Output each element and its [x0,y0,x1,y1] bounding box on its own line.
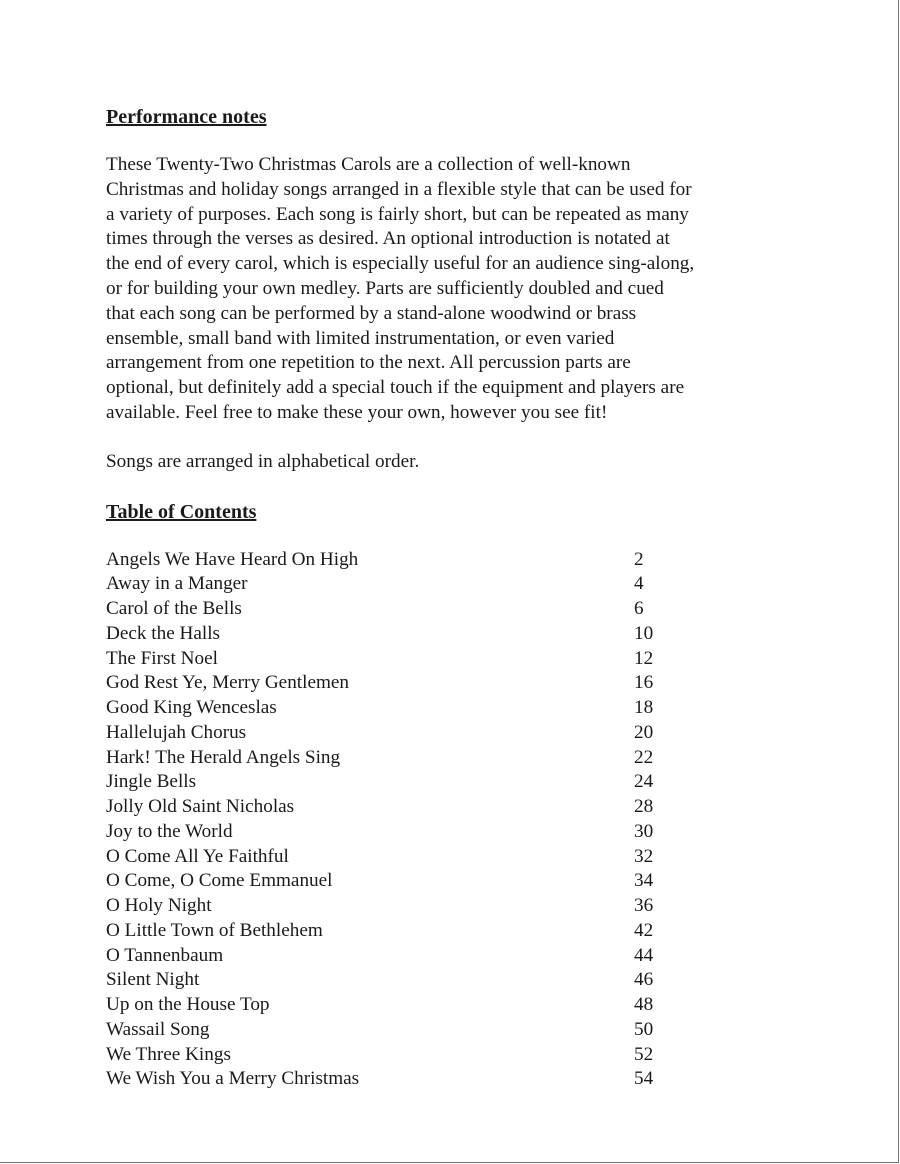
toc-entry [106,820,796,845]
performance-notes-paragraph [106,153,796,426]
toc-entry-page: 24 [634,771,654,793]
toc-entry-page: 34 [634,870,654,892]
page-content [106,104,796,1092]
paragraph-line: a variety of purposes. Each song is fairly short, but can be repeated as many [106,203,689,225]
paragraph-line: that each song can be performed by a stand-alone woodwind or brass [106,302,637,324]
toc-entry [106,721,796,746]
toc-entry-page: 6 [634,598,644,620]
toc-entry [106,671,796,696]
toc-list [106,548,796,1093]
toc-entry-page: 44 [634,944,654,966]
toc-entry-page: 42 [634,919,654,941]
paragraph-line: arrangement from one repetition to the next. All percussion parts are [106,352,631,374]
paragraph-line: ensemble, small band with limited instrumentation, or even varied [106,327,615,349]
toc-entry-page: 22 [634,746,654,768]
toc-entry-page: 12 [634,647,654,669]
toc-entry [106,795,796,820]
toc-entry-page: 10 [634,622,654,644]
toc-entry [106,622,796,647]
toc-entry [106,597,796,622]
toc-entry-page: 20 [634,721,654,743]
toc-entry-title: O Holy Night [106,895,212,917]
toc-entry [106,1067,796,1092]
paragraph-line: available. Feel free to make these your own, however you see fit! [106,401,608,423]
paragraph-line: optional, but definitely add a special touch if the equipment and players are [106,377,685,399]
toc-entry-page: 48 [634,994,654,1016]
toc-entry-title: O Little Town of Bethlehem [106,919,323,941]
toc-entry-title: Carol of the Bells [106,598,242,620]
toc-entry-title: Good King Wenceslas [106,697,277,719]
toc-entry-title: Up on the House Top [106,994,270,1016]
toc-entry [106,647,796,672]
toc-entry [106,869,796,894]
toc-entry-title: The First Noel [106,647,218,669]
toc-entry-page: 28 [634,796,654,818]
paragraph-line: Christmas and holiday songs arranged in a flexible style that can be used for [106,178,692,200]
toc-entry-page: 36 [634,895,654,917]
toc-entry-title: We Three Kings [106,1043,231,1065]
toc-entry [106,993,796,1018]
toc-entry [106,1043,796,1068]
toc-heading: Table of Contents [106,500,257,523]
toc-entry-title: Jolly Old Saint Nicholas [106,796,295,818]
toc-entry [106,1018,796,1043]
toc-entry-title: Wassail Song [106,1018,210,1040]
toc-entry-page: 16 [634,672,654,694]
toc-entry [106,845,796,870]
toc-entry-page: 46 [634,969,654,991]
toc-entry-title: God Rest Ye, Merry Gentlemen [106,672,350,694]
paragraph-line: These Twenty-Two Christmas Carols are a collection of well-known [106,154,631,175]
toc-entry [106,770,796,795]
toc-entry-title: O Tannenbaum [106,944,224,966]
toc-entry-title: Deck the Halls [106,622,221,644]
toc-entry-title: Hallelujah Chorus [106,721,247,743]
toc-entry [106,572,796,597]
toc-entry-page: 30 [634,820,654,842]
toc-entry [106,548,796,573]
paragraph-line: the end of every carol, which is especially useful for an audience sing-along, [106,253,695,275]
toc-entry-title: O Come, O Come Emmanuel [106,870,333,892]
toc-entry-page: 52 [634,1043,654,1065]
performance-notes-heading: Performance notes [106,106,267,128]
toc-entry-title: Angels We Have Heard On High [106,548,359,570]
toc-entry-page: 2 [634,548,644,570]
toc-entry-title: Hark! The Herald Angels Sing [106,746,341,768]
toc-entry [106,746,796,771]
order-note: Songs are arranged in alphabetical order. [106,450,420,472]
toc-entry-page: 54 [634,1068,654,1090]
toc-entry-title: Joy to the World [106,820,233,842]
toc-entry-page: 4 [634,573,644,595]
toc-entry-title: Away in a Manger [106,573,248,595]
toc-entry-page: 32 [634,845,654,867]
toc-entry [106,894,796,919]
paragraph-line: times through the verses as desired. An optional introduction is notated at [106,228,670,250]
toc-entry [106,944,796,969]
toc-entry [106,968,796,993]
toc-entry-title: We Wish You a Merry Christmas [106,1068,360,1090]
paragraph-line: or for building your own medley. Parts are sufficiently doubled and cued [106,277,664,299]
toc-entry-page: 18 [634,697,654,719]
toc-entry-title: O Come All Ye Faithful [106,845,289,867]
toc-entry-title: Silent Night [106,969,200,991]
toc-entry [106,919,796,944]
toc-entry-page: 50 [634,1018,654,1040]
toc-entry [106,696,796,721]
toc-entry-title: Jingle Bells [106,771,197,793]
